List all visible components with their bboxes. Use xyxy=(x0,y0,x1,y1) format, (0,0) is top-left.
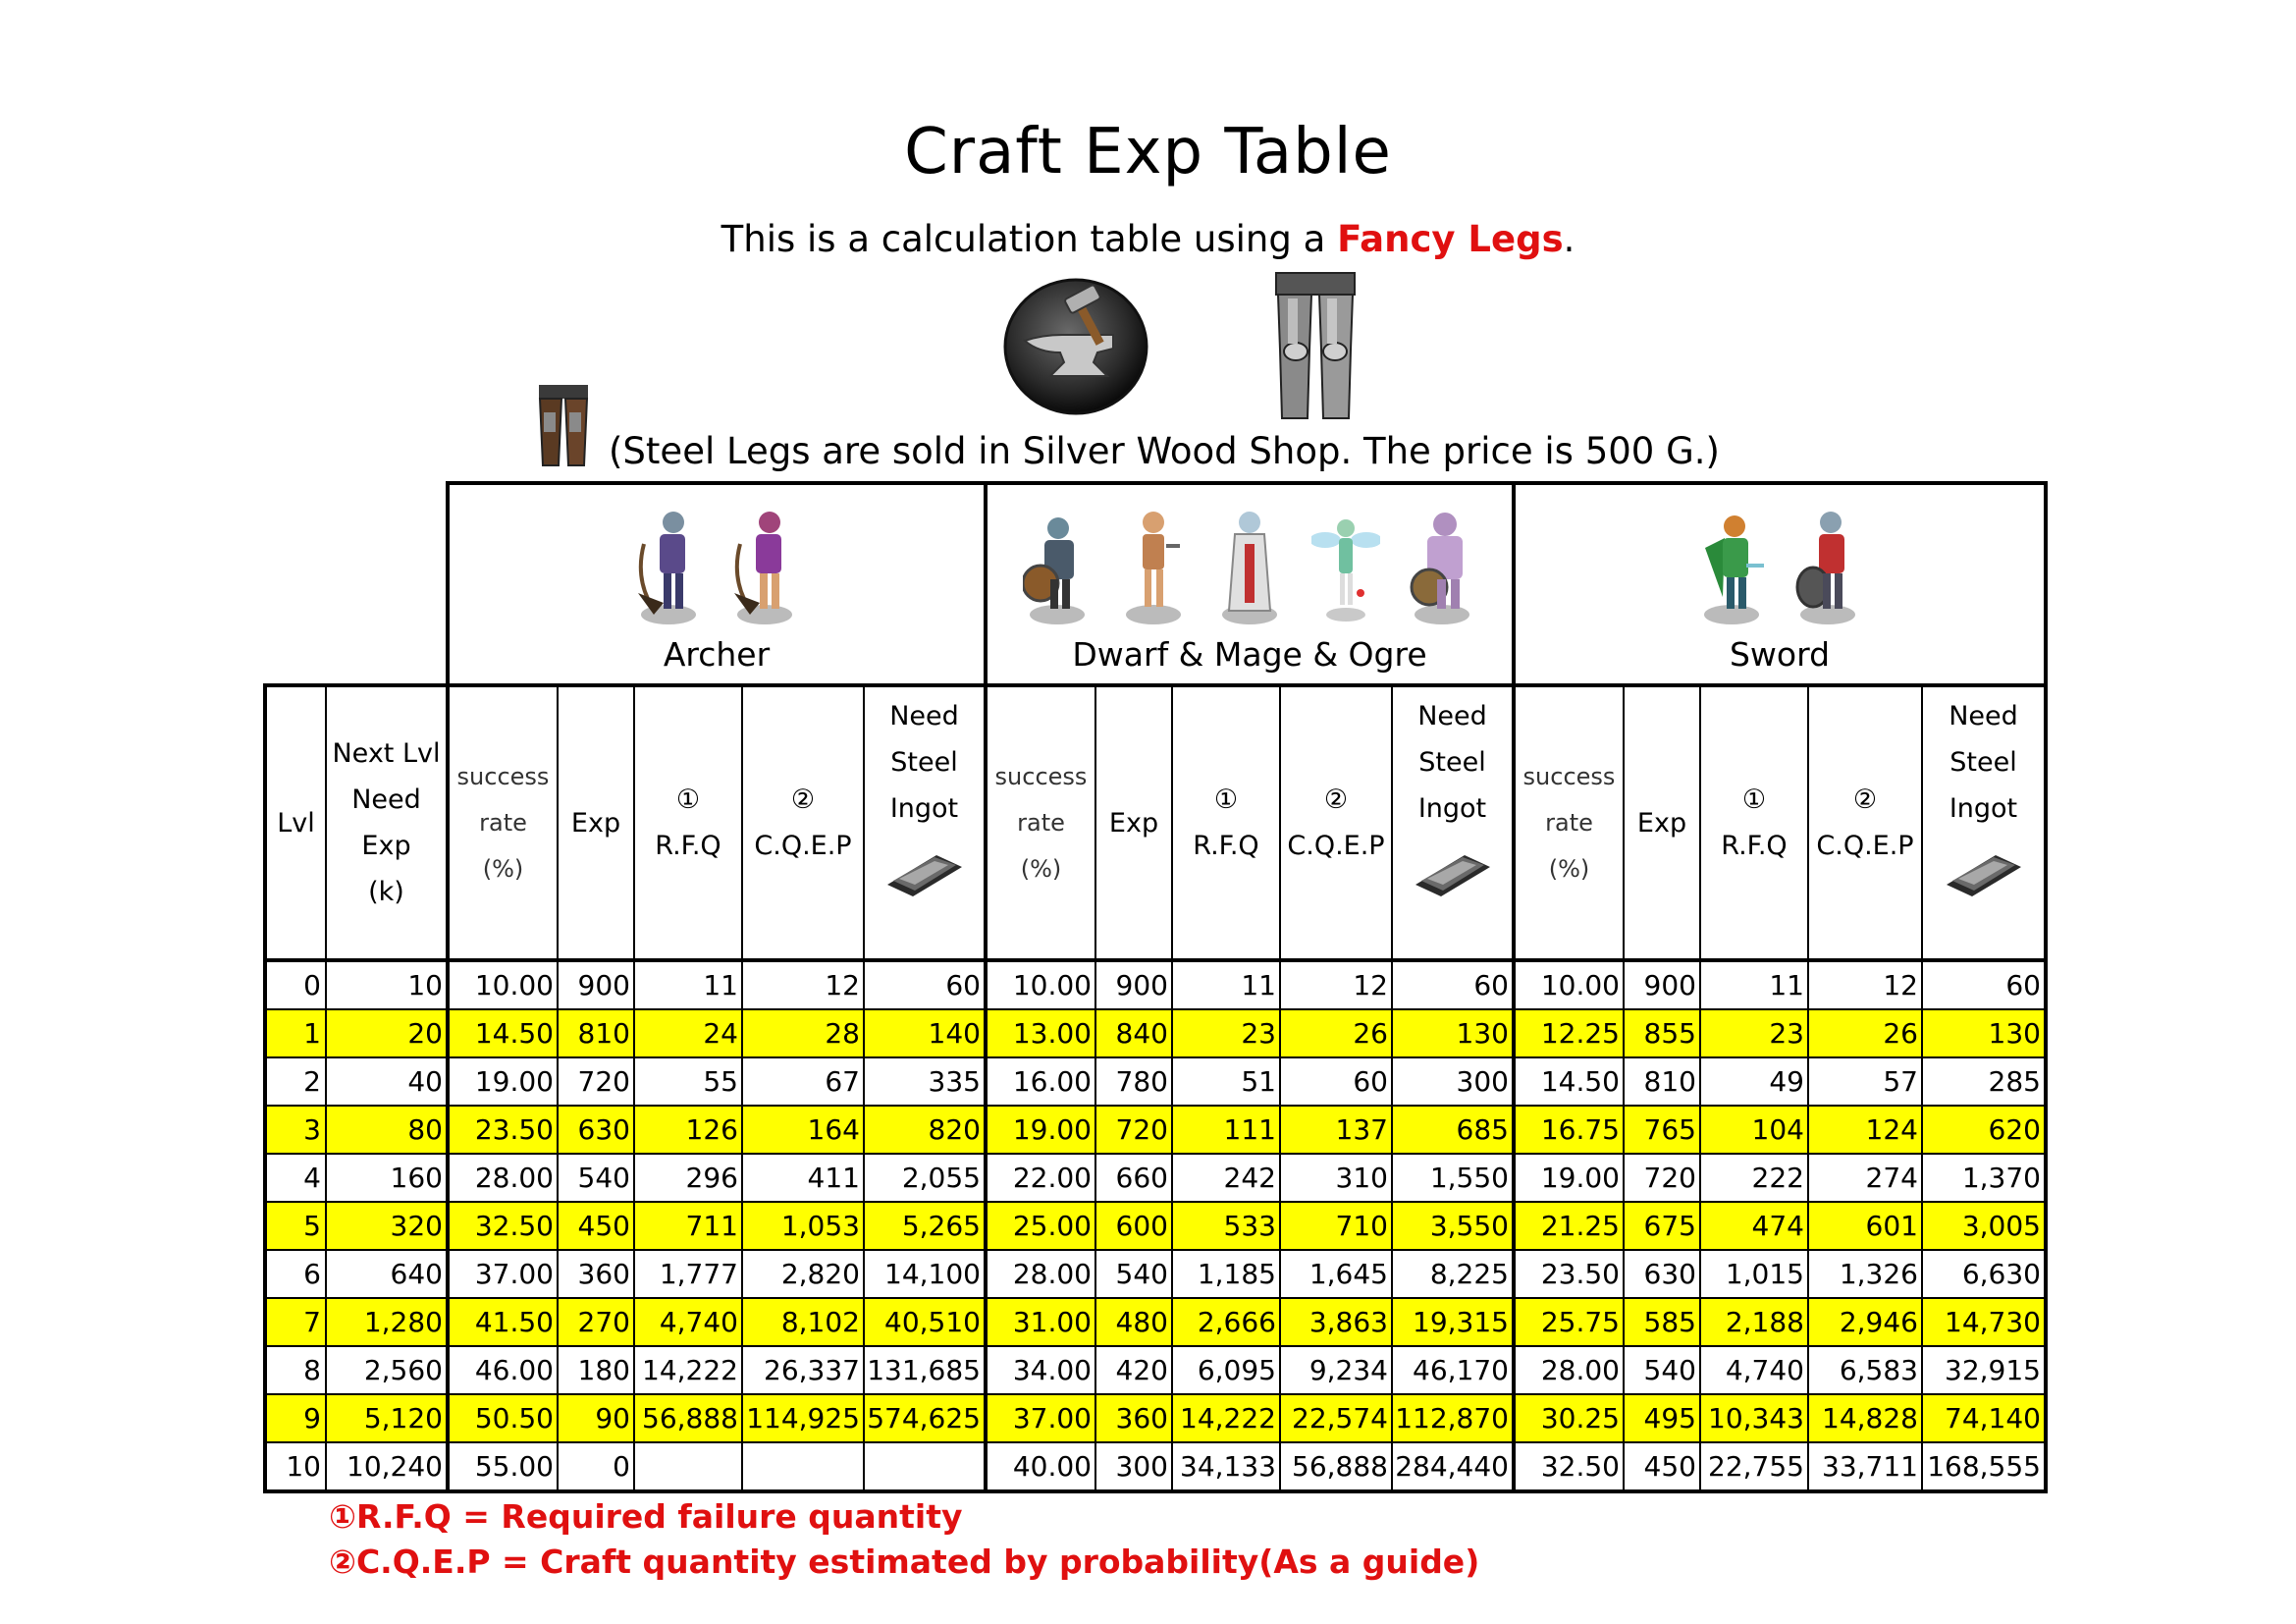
cell-rfq: 34,133 xyxy=(1172,1442,1280,1491)
header-line: success xyxy=(1522,762,1616,790)
cell-next-lvl-exp: 20 xyxy=(326,1009,448,1057)
cell-exp: 300 xyxy=(1095,1442,1172,1491)
cell-need-steel-ingot: 3,005 xyxy=(1922,1202,2046,1250)
cell-lvl: 5 xyxy=(265,1202,326,1250)
steel-ingot-icon xyxy=(1943,845,2025,900)
cell-need-steel-ingot: 8,225 xyxy=(1392,1250,1514,1298)
cell-success-rate: 23.50 xyxy=(1514,1250,1624,1298)
cell-need-steel-ingot: 335 xyxy=(864,1057,986,1106)
cell-success-rate: 34.00 xyxy=(986,1346,1095,1394)
header-line: C.Q.E.P xyxy=(1287,831,1385,861)
cell-success-rate: 22.00 xyxy=(986,1154,1095,1202)
header-line: (%) xyxy=(1548,854,1590,883)
cell-success-rate: 19.00 xyxy=(448,1057,558,1106)
shop-note: (Steel Legs are sold in Silver Wood Shop. The price is 500 G.) xyxy=(609,430,1720,472)
header-line: (%) xyxy=(1020,854,1062,883)
cell-rfq: 2,188 xyxy=(1700,1298,1808,1346)
cell-cqep: 710 xyxy=(1280,1202,1392,1250)
column-header-row xyxy=(265,685,2046,960)
cell-success-rate: 32.50 xyxy=(1514,1442,1624,1491)
cell-need-steel-ingot: 130 xyxy=(1392,1009,1514,1057)
group-sword xyxy=(1514,483,2046,685)
group-name: Archer xyxy=(663,635,771,674)
header-rfq xyxy=(1700,685,1808,960)
group-name: Sword xyxy=(1729,635,1831,674)
cell-exp: 360 xyxy=(1095,1394,1172,1442)
sword-figures xyxy=(1516,505,2044,632)
header-next-line: (k) xyxy=(368,877,404,907)
cell-need-steel-ingot: 2,055 xyxy=(864,1154,986,1202)
cell-rfq: 1,015 xyxy=(1700,1250,1808,1298)
cell-exp: 765 xyxy=(1624,1106,1700,1154)
cell-next-lvl-exp: 160 xyxy=(326,1154,448,1202)
header-need-steel-ingot xyxy=(1922,685,2046,960)
cell-rfq: 1,777 xyxy=(634,1250,742,1298)
cell-success-rate: 16.00 xyxy=(986,1057,1095,1106)
group-archer xyxy=(448,483,986,685)
header-line: success xyxy=(456,762,550,790)
subtitle-suffix: . xyxy=(1563,218,1575,260)
cell-need-steel-ingot: 1,550 xyxy=(1392,1154,1514,1202)
cell-lvl: 9 xyxy=(265,1394,326,1442)
cell-need-steel-ingot: 131,685 xyxy=(864,1346,986,1394)
cell-need-steel-ingot: 60 xyxy=(864,960,986,1009)
header-line: rate xyxy=(1545,808,1593,837)
cell-cqep xyxy=(742,1442,864,1491)
header-next-line: Exp xyxy=(361,831,411,861)
cell-need-steel-ingot: 60 xyxy=(1922,960,2046,1009)
cell-success-rate: 25.75 xyxy=(1514,1298,1624,1346)
ogre-figure-icon xyxy=(1408,505,1476,627)
cell-need-steel-ingot: 5,265 xyxy=(864,1202,986,1250)
mage-figure-icon xyxy=(1119,505,1188,627)
subtitle-highlight: Fancy Legs xyxy=(1337,218,1564,260)
cell-exp: 420 xyxy=(1095,1346,1172,1394)
header-line: Ingot xyxy=(889,793,959,824)
header-success-rate xyxy=(986,685,1095,960)
cell-cqep: 26 xyxy=(1808,1009,1922,1057)
cell-rfq: 55 xyxy=(634,1057,742,1106)
cell-cqep: 9,234 xyxy=(1280,1346,1392,1394)
cell-cqep: 274 xyxy=(1808,1154,1922,1202)
cell-cqep: 114,925 xyxy=(742,1394,864,1442)
cell-rfq: 533 xyxy=(1172,1202,1280,1250)
cell-next-lvl-exp: 10 xyxy=(326,960,448,1009)
cell-rfq: 711 xyxy=(634,1202,742,1250)
cell-need-steel-ingot: 685 xyxy=(1392,1106,1514,1154)
cell-next-lvl-exp: 320 xyxy=(326,1202,448,1250)
cell-success-rate: 37.00 xyxy=(986,1394,1095,1442)
cell-success-rate: 19.00 xyxy=(1514,1154,1624,1202)
cell-cqep: 411 xyxy=(742,1154,864,1202)
cell-success-rate: 30.25 xyxy=(1514,1394,1624,1442)
cell-need-steel-ingot: 19,315 xyxy=(1392,1298,1514,1346)
cell-cqep: 57 xyxy=(1808,1057,1922,1106)
header-next-line: Next Lvl xyxy=(332,738,441,769)
cell-cqep: 310 xyxy=(1280,1154,1392,1202)
cell-rfq: 474 xyxy=(1700,1202,1808,1250)
header-line: Ingot xyxy=(1417,793,1487,824)
cell-rfq: 11 xyxy=(1700,960,1808,1009)
header-line: ② xyxy=(1852,785,1878,815)
cell-exp: 540 xyxy=(1095,1250,1172,1298)
table-row xyxy=(265,1154,2046,1202)
cell-need-steel-ingot: 32,915 xyxy=(1922,1346,2046,1394)
cell-need-steel-ingot: 6,630 xyxy=(1922,1250,2046,1298)
header-exp: Exp xyxy=(1624,685,1700,960)
table-row xyxy=(265,1346,2046,1394)
cell-rfq: 11 xyxy=(634,960,742,1009)
cell-exp: 585 xyxy=(1624,1298,1700,1346)
cell-cqep: 33,711 xyxy=(1808,1442,1922,1491)
cell-cqep: 1,645 xyxy=(1280,1250,1392,1298)
cell-rfq: 296 xyxy=(634,1154,742,1202)
header-line: C.Q.E.P xyxy=(754,831,852,861)
fancy-legs-icon xyxy=(1266,271,1364,427)
header-line: Need xyxy=(889,701,959,731)
cell-lvl: 1 xyxy=(265,1009,326,1057)
cell-need-steel-ingot: 74,140 xyxy=(1922,1394,2046,1442)
cell-need-steel-ingot: 620 xyxy=(1922,1106,2046,1154)
cell-cqep: 137 xyxy=(1280,1106,1392,1154)
header-rfq xyxy=(634,685,742,960)
cell-exp: 495 xyxy=(1624,1394,1700,1442)
header-line: rate xyxy=(479,808,527,837)
footnote-rfq: ①R.F.Q = Required failure quantity xyxy=(329,1497,963,1536)
cell-rfq: 14,222 xyxy=(634,1346,742,1394)
dwarf-mage-ogre-figures xyxy=(988,505,1512,632)
cell-next-lvl-exp: 40 xyxy=(326,1057,448,1106)
cell-rfq: 6,095 xyxy=(1172,1346,1280,1394)
cell-rfq xyxy=(634,1442,742,1491)
cell-rfq: 11 xyxy=(1172,960,1280,1009)
table-row xyxy=(265,1106,2046,1154)
footnotes xyxy=(329,1494,1479,1585)
dwarf-figure-icon xyxy=(1023,505,1092,627)
cell-need-steel-ingot: 574,625 xyxy=(864,1394,986,1442)
cell-success-rate: 40.00 xyxy=(986,1442,1095,1491)
header-line: Need xyxy=(1417,701,1487,731)
header-lvl: Lvl xyxy=(265,685,326,960)
group-name: Dwarf & Mage & Ogre xyxy=(1072,635,1427,674)
cell-rfq: 51 xyxy=(1172,1057,1280,1106)
table-row xyxy=(265,1202,2046,1250)
cell-cqep: 3,863 xyxy=(1280,1298,1392,1346)
cell-cqep: 56,888 xyxy=(1280,1442,1392,1491)
cell-need-steel-ingot: 40,510 xyxy=(864,1298,986,1346)
cell-success-rate: 32.50 xyxy=(448,1202,558,1250)
cell-cqep: 124 xyxy=(1808,1106,1922,1154)
cell-lvl: 10 xyxy=(265,1442,326,1491)
header-success-rate xyxy=(448,685,558,960)
cell-exp: 630 xyxy=(1624,1250,1700,1298)
cell-next-lvl-exp: 5,120 xyxy=(326,1394,448,1442)
cell-success-rate: 41.50 xyxy=(448,1298,558,1346)
cell-cqep: 8,102 xyxy=(742,1298,864,1346)
cell-cqep: 12 xyxy=(1808,960,1922,1009)
archer-figures xyxy=(450,505,984,632)
cell-cqep: 164 xyxy=(742,1106,864,1154)
header-next-line: Need xyxy=(351,785,421,815)
cell-need-steel-ingot xyxy=(864,1442,986,1491)
cell-cqep: 12 xyxy=(742,960,864,1009)
cell-exp: 600 xyxy=(1095,1202,1172,1250)
footnote-cqep: ②C.Q.E.P = Craft quantity estimated by probability(As a guide) xyxy=(329,1543,1480,1581)
cell-next-lvl-exp: 80 xyxy=(326,1106,448,1154)
cell-cqep: 14,828 xyxy=(1808,1394,1922,1442)
subtitle xyxy=(0,218,2296,260)
cell-need-steel-ingot: 3,550 xyxy=(1392,1202,1514,1250)
cell-success-rate: 14.50 xyxy=(448,1009,558,1057)
fairy-figure-icon xyxy=(1311,505,1380,627)
cell-exp: 855 xyxy=(1624,1009,1700,1057)
cell-success-rate: 55.00 xyxy=(448,1442,558,1491)
cell-rfq: 4,740 xyxy=(1700,1346,1808,1394)
header-line: ② xyxy=(790,785,816,815)
cell-success-rate: 21.25 xyxy=(1514,1202,1624,1250)
cell-exp: 480 xyxy=(1095,1298,1172,1346)
cell-next-lvl-exp: 1,280 xyxy=(326,1298,448,1346)
cell-need-steel-ingot: 14,730 xyxy=(1922,1298,2046,1346)
header-rfq xyxy=(1172,685,1280,960)
archer-figure-icon xyxy=(730,505,799,627)
cell-cqep: 2,946 xyxy=(1808,1298,1922,1346)
cell-cqep: 22,574 xyxy=(1280,1394,1392,1442)
cell-cqep: 12 xyxy=(1280,960,1392,1009)
cell-need-steel-ingot: 168,555 xyxy=(1922,1442,2046,1491)
header-success-rate xyxy=(1514,685,1624,960)
cell-exp: 810 xyxy=(1624,1057,1700,1106)
header-exp: Exp xyxy=(1095,685,1172,960)
cell-rfq: 22,755 xyxy=(1700,1442,1808,1491)
cell-rfq: 2,666 xyxy=(1172,1298,1280,1346)
header-line: rate xyxy=(1017,808,1065,837)
cell-lvl: 3 xyxy=(265,1106,326,1154)
cell-rfq: 23 xyxy=(1172,1009,1280,1057)
header-need-steel-ingot xyxy=(864,685,986,960)
table-row xyxy=(265,1250,2046,1298)
cell-need-steel-ingot: 14,100 xyxy=(864,1250,986,1298)
cell-rfq: 104 xyxy=(1700,1106,1808,1154)
steel-ingot-icon xyxy=(1412,845,1494,900)
cell-success-rate: 46.00 xyxy=(448,1346,558,1394)
cell-success-rate: 19.00 xyxy=(986,1106,1095,1154)
header-line: R.F.Q xyxy=(1721,831,1788,861)
cell-cqep: 28 xyxy=(742,1009,864,1057)
cell-lvl: 8 xyxy=(265,1346,326,1394)
header-line: Steel xyxy=(890,747,958,778)
cell-need-steel-ingot: 285 xyxy=(1922,1057,2046,1106)
cell-need-steel-ingot: 140 xyxy=(864,1009,986,1057)
header-line: ① xyxy=(675,785,701,815)
cell-success-rate: 13.00 xyxy=(986,1009,1095,1057)
cell-lvl: 0 xyxy=(265,960,326,1009)
header-line: success xyxy=(994,762,1088,790)
cell-need-steel-ingot: 1,370 xyxy=(1922,1154,2046,1202)
cell-next-lvl-exp: 10,240 xyxy=(326,1442,448,1491)
cell-rfq: 1,185 xyxy=(1172,1250,1280,1298)
subtitle-prefix: This is a calculation table using a xyxy=(721,218,1338,260)
header-next-lvl xyxy=(326,685,448,960)
cell-next-lvl-exp: 2,560 xyxy=(326,1346,448,1394)
cell-cqep: 60 xyxy=(1280,1057,1392,1106)
cell-cqep: 67 xyxy=(742,1057,864,1106)
group-dwarf-mage-ogre xyxy=(986,483,1514,685)
cell-rfq: 24 xyxy=(634,1009,742,1057)
cell-rfq: 14,222 xyxy=(1172,1394,1280,1442)
anvil-hammer-icon xyxy=(1003,278,1148,419)
cell-exp: 720 xyxy=(1095,1106,1172,1154)
table-body xyxy=(265,960,2046,1491)
cell-exp: 720 xyxy=(1624,1154,1700,1202)
cell-exp: 0 xyxy=(558,1442,634,1491)
header-line: R.F.Q xyxy=(655,831,721,861)
cell-cqep: 1,326 xyxy=(1808,1250,1922,1298)
cell-need-steel-ingot: 112,870 xyxy=(1392,1394,1514,1442)
cell-exp: 270 xyxy=(558,1298,634,1346)
cell-rfq: 56,888 xyxy=(634,1394,742,1442)
header-cqep xyxy=(1808,685,1922,960)
cell-cqep: 601 xyxy=(1808,1202,1922,1250)
header-line: ① xyxy=(1741,785,1767,815)
cell-next-lvl-exp: 640 xyxy=(326,1250,448,1298)
cell-exp: 660 xyxy=(1095,1154,1172,1202)
cell-need-steel-ingot: 284,440 xyxy=(1392,1442,1514,1491)
cell-success-rate: 28.00 xyxy=(986,1250,1095,1298)
header-line: Need xyxy=(1949,701,2018,731)
cell-need-steel-ingot: 820 xyxy=(864,1106,986,1154)
cell-need-steel-ingot: 130 xyxy=(1922,1009,2046,1057)
cell-cqep: 2,820 xyxy=(742,1250,864,1298)
mage-figure-icon xyxy=(1215,505,1284,627)
header-line: Steel xyxy=(1418,747,1486,778)
cell-cqep: 26,337 xyxy=(742,1346,864,1394)
table-row xyxy=(265,960,2046,1009)
table-row xyxy=(265,1057,2046,1106)
cell-cqep: 1,053 xyxy=(742,1202,864,1250)
cell-rfq: 242 xyxy=(1172,1154,1280,1202)
cell-rfq: 222 xyxy=(1700,1154,1808,1202)
cell-exp: 780 xyxy=(1095,1057,1172,1106)
cell-exp: 630 xyxy=(558,1106,634,1154)
cell-exp: 900 xyxy=(1624,960,1700,1009)
header-cqep xyxy=(742,685,864,960)
table-row xyxy=(265,1298,2046,1346)
cell-exp: 450 xyxy=(1624,1442,1700,1491)
cell-need-steel-ingot: 60 xyxy=(1392,960,1514,1009)
cell-exp: 540 xyxy=(558,1154,634,1202)
header-line: (%) xyxy=(482,854,524,883)
cell-success-rate: 23.50 xyxy=(448,1106,558,1154)
cell-success-rate: 14.50 xyxy=(1514,1057,1624,1106)
table-row xyxy=(265,1442,2046,1491)
cell-success-rate: 16.75 xyxy=(1514,1106,1624,1154)
cell-exp: 540 xyxy=(1624,1346,1700,1394)
header-line: C.Q.E.P xyxy=(1816,831,1914,861)
cell-exp: 675 xyxy=(1624,1202,1700,1250)
cell-success-rate: 10.00 xyxy=(986,960,1095,1009)
cell-success-rate: 25.00 xyxy=(986,1202,1095,1250)
cell-need-steel-ingot: 300 xyxy=(1392,1057,1514,1106)
steel-ingot-icon xyxy=(883,845,966,900)
cell-exp: 840 xyxy=(1095,1009,1172,1057)
cell-rfq: 111 xyxy=(1172,1106,1280,1154)
cell-lvl: 7 xyxy=(265,1298,326,1346)
table-row xyxy=(265,1009,2046,1057)
cell-rfq: 23 xyxy=(1700,1009,1808,1057)
cell-success-rate: 12.25 xyxy=(1514,1009,1624,1057)
cell-lvl: 4 xyxy=(265,1154,326,1202)
header-line: R.F.Q xyxy=(1193,831,1259,861)
cell-success-rate: 31.00 xyxy=(986,1298,1095,1346)
cell-exp: 180 xyxy=(558,1346,634,1394)
cell-success-rate: 10.00 xyxy=(1514,960,1624,1009)
archer-figure-icon xyxy=(634,505,703,627)
cell-cqep: 6,583 xyxy=(1808,1346,1922,1394)
craft-exp-table xyxy=(263,481,2048,1493)
header-line: ② xyxy=(1323,785,1349,815)
cell-exp: 720 xyxy=(558,1057,634,1106)
cell-success-rate: 50.50 xyxy=(448,1394,558,1442)
cell-lvl: 6 xyxy=(265,1250,326,1298)
header-exp: Exp xyxy=(558,685,634,960)
cell-success-rate: 28.00 xyxy=(448,1154,558,1202)
cell-exp: 900 xyxy=(558,960,634,1009)
cell-exp: 90 xyxy=(558,1394,634,1442)
cell-lvl: 2 xyxy=(265,1057,326,1106)
sword-figure-icon xyxy=(1793,505,1862,627)
cell-rfq: 4,740 xyxy=(634,1298,742,1346)
page-title: Craft Exp Table xyxy=(904,116,1392,189)
cell-rfq: 49 xyxy=(1700,1057,1808,1106)
cell-exp: 450 xyxy=(558,1202,634,1250)
steel-legs-icon xyxy=(535,383,592,471)
cell-need-steel-ingot: 46,170 xyxy=(1392,1346,1514,1394)
cell-success-rate: 37.00 xyxy=(448,1250,558,1298)
cell-exp: 810 xyxy=(558,1009,634,1057)
cell-exp: 360 xyxy=(558,1250,634,1298)
cell-exp: 900 xyxy=(1095,960,1172,1009)
table-row xyxy=(265,1394,2046,1442)
cell-success-rate: 10.00 xyxy=(448,960,558,1009)
cell-cqep: 26 xyxy=(1280,1009,1392,1057)
header-need-steel-ingot xyxy=(1392,685,1514,960)
header-line: Ingot xyxy=(1949,793,2018,824)
sword-figure-icon xyxy=(1697,505,1766,627)
cell-success-rate: 28.00 xyxy=(1514,1346,1624,1394)
cell-rfq: 10,343 xyxy=(1700,1394,1808,1442)
cell-rfq: 126 xyxy=(634,1106,742,1154)
header-cqep xyxy=(1280,685,1392,960)
header-line: ① xyxy=(1213,785,1239,815)
header-line: Steel xyxy=(1949,747,2017,778)
